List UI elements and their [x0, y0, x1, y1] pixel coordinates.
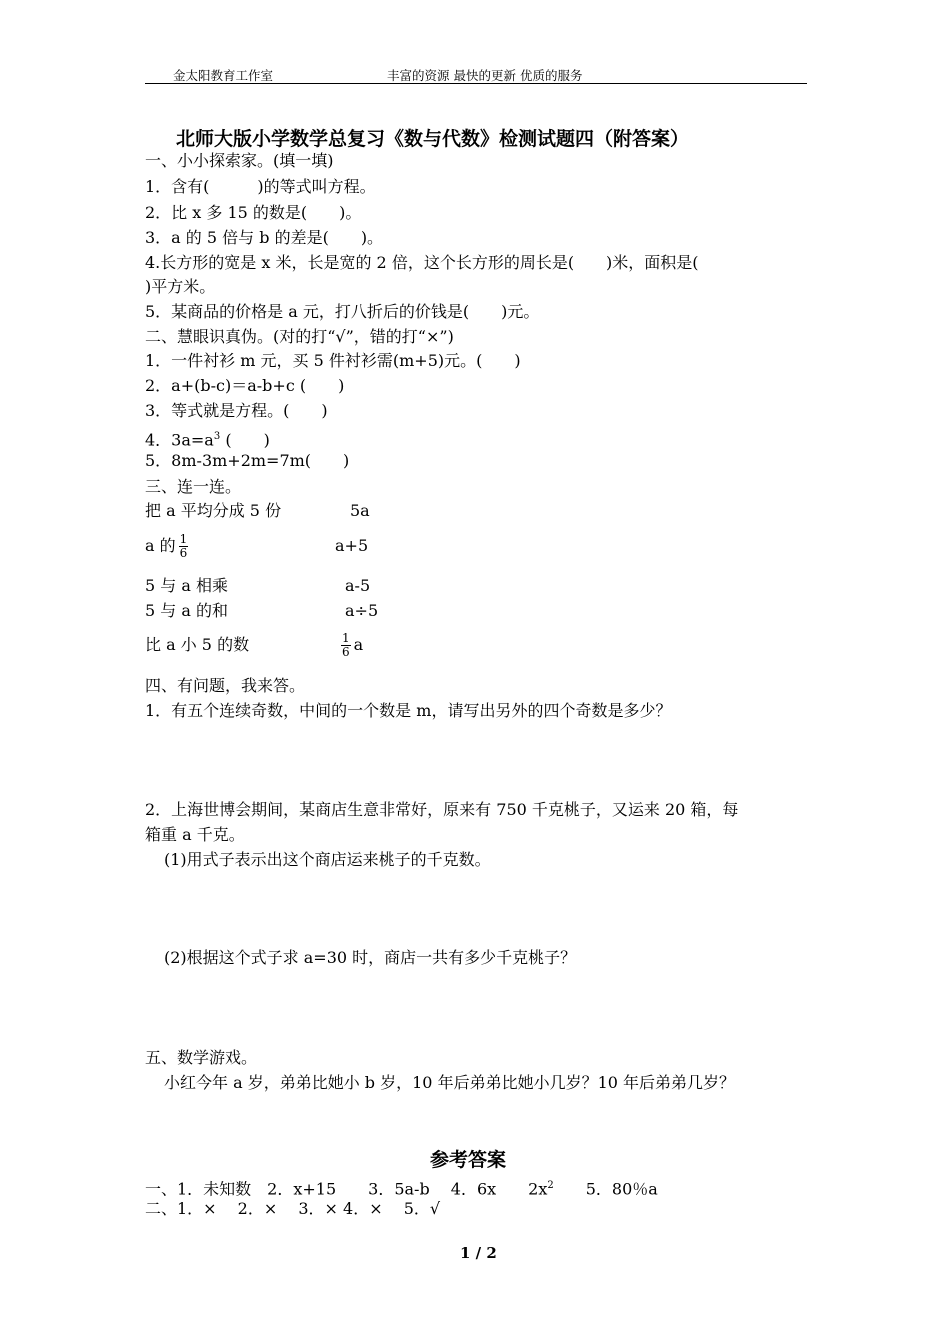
s3-left-4: 5 与 a 的和: [145, 601, 228, 620]
fraction-one-sixth: [341, 632, 351, 659]
fraction-denominator: 6: [179, 546, 188, 560]
s2-q3: 3．等式就是方程。( ): [145, 401, 328, 420]
s1-q4a: 4.长方形的宽是 x 米，长是宽的 2 倍，这个长方形的周长是( )米，面积是(: [145, 253, 699, 272]
s1-q3: 3．a 的 5 倍与 b 的差是( )。: [145, 228, 384, 247]
s2-q4: [145, 427, 270, 450]
s4-q1: 1．有五个连续奇数，中间的一个数是 m，请写出另外的四个奇数是多少？: [145, 701, 672, 720]
s4-q2b: 箱重 a 千克。: [145, 825, 245, 844]
s4-q2-part2: (2)根据这个式子求 a=30 时，商店一共有多少千克桃子？: [164, 948, 577, 967]
s3-right-5: [338, 626, 363, 664]
s2-q1: 1．一件衬衫 m 元，买 5 件衬衫需(m+5)元。( ): [145, 351, 521, 370]
fraction-denominator: 6: [342, 645, 350, 659]
s2-q2: 2．a+(b-c)＝a-b+c ( ): [145, 376, 345, 395]
s3-right-3: a-5: [345, 576, 371, 595]
s1-q5: 5．某商品的价格是 a 元，打八折后的价钱是( )元。: [145, 302, 540, 321]
section5-heading: 五、数学游戏。: [145, 1048, 258, 1067]
s1-q1: 1．含有( )的等式叫方程。: [145, 177, 376, 196]
answers-title: 参考答案: [430, 1149, 507, 1171]
section4-heading: 四、有问题，我来答。: [145, 676, 306, 695]
header-rule: [145, 83, 807, 84]
s3-right-2: a+5: [335, 536, 369, 555]
s2-q4-exponent: 3: [213, 431, 221, 442]
s3-left-5: 比 a 小 5 的数: [145, 635, 250, 654]
header-left: 金太阳教育工作室: [173, 68, 274, 83]
section2-heading: 二、慧眼识真伪。(对的打“√”，错的打“×”): [145, 327, 454, 346]
answers-line-1-post: 5．80％a: [553, 1179, 658, 1199]
fraction-one-sixth: [179, 533, 189, 560]
fraction-numerator: 1: [342, 631, 350, 645]
s2-q4-pre: 4．3a=a: [145, 430, 214, 450]
header-right: 丰富的资源 最快的更新 优质的服务: [387, 68, 583, 83]
s3-left-3: 5 与 a 相乘: [145, 576, 228, 595]
answers-line-2: 二、1．× 2．× 3．× 4．× 5．√: [145, 1199, 441, 1218]
s5-question: 小红今年 a 岁，弟弟比她小 b 岁，10 年后弟弟比她小几岁？10 年后弟弟几岁？: [164, 1073, 736, 1092]
s2-q5: 5．8m-3m+2m=7m( ): [145, 451, 350, 470]
s3-left-1: 把 a 平均分成 5 份: [145, 501, 282, 520]
s3-right-5-var: a: [353, 635, 364, 654]
fraction-numerator: 1: [179, 532, 188, 546]
answers-line-1-exponent: 2: [547, 1180, 554, 1191]
s3-right-1: 5a: [350, 501, 370, 520]
section3-heading: 三、连一连。: [145, 477, 242, 496]
s1-q4b: )平方米。: [145, 277, 216, 296]
page-header: [145, 66, 807, 84]
section1-heading: 一、小小探索家。(填一填): [145, 151, 334, 170]
s3-left-2-text: a 的: [145, 536, 176, 555]
answers-line-1-pre: 一、1．未知数 2．x+15 3．5a-b 4．6x 2x: [145, 1179, 548, 1199]
page-title: 北师大版小学数学总复习《数与代数》检测试题四（附答案）: [176, 128, 690, 150]
answers-line-1: [145, 1176, 658, 1199]
s3-left-2: [145, 528, 191, 564]
s3-right-4: a÷5: [345, 601, 379, 620]
s4-q2a: 2．上海世博会期间，某商店生意非常好，原来有 750 千克桃子，又运来 20 箱，每: [145, 800, 739, 819]
s1-q2: 2．比 x 多 15 的数是( )。: [145, 203, 362, 222]
s2-q4-post: ( ): [220, 430, 270, 450]
s4-q2-part1: (1)用式子表示出这个商店运来桃子的千克数。: [164, 850, 491, 869]
page-number: 1 / 2: [460, 1244, 497, 1262]
